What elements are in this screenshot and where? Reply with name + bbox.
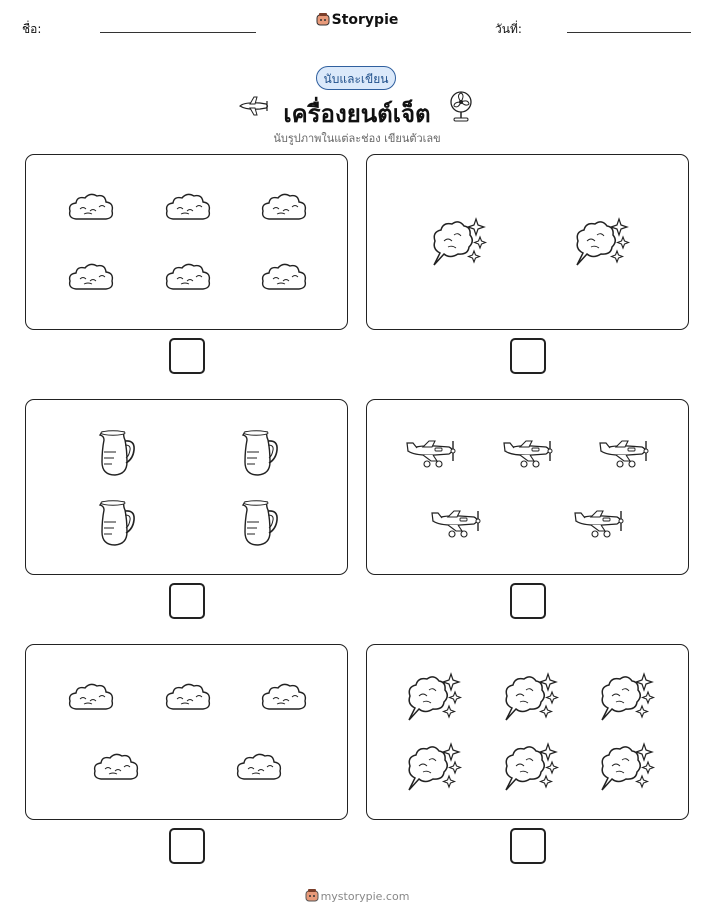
puff-sparkle-icon: [426, 215, 488, 275]
name-line[interactable]: [100, 32, 256, 33]
cloud-icon: [234, 751, 284, 789]
cloud-icon: [66, 681, 116, 719]
cloud-icon: [259, 681, 309, 719]
puff-sparkle-icon: [401, 670, 463, 730]
counting-panel: [25, 154, 348, 330]
date-line[interactable]: [567, 32, 691, 33]
cloud-icon: [66, 261, 116, 299]
airplane-icon: [430, 507, 484, 543]
name-label: ชื่อ:: [22, 22, 42, 36]
answer-box[interactable]: [169, 828, 205, 864]
footer-url: mystorypie.com: [320, 890, 410, 903]
airplane-icon: [405, 437, 459, 473]
answer-box[interactable]: [169, 583, 205, 619]
fan-icon: [448, 90, 474, 122]
airplane-icon: [573, 507, 627, 543]
cloud-icon: [259, 261, 309, 299]
airplane-icon: [502, 437, 556, 473]
pitcher-icon: [237, 428, 281, 482]
cloud-icon: [163, 681, 213, 719]
counting-panel: [25, 399, 348, 575]
brand-logo: [0, 12, 714, 28]
pitcher-icon: [94, 428, 138, 482]
puff-sparkle-icon: [569, 215, 631, 275]
storypie-mascot-icon: [316, 12, 330, 26]
cloud-icon: [91, 751, 141, 789]
cloud-icon: [163, 261, 213, 299]
puff-sparkle-icon: [498, 740, 560, 800]
cloud-icon: [66, 191, 116, 229]
airplane-icon: [598, 437, 652, 473]
brand-name: Storypie: [331, 12, 399, 28]
answer-box[interactable]: [510, 338, 546, 374]
page-title: เครื่องยนต์เจ็ต: [283, 100, 431, 128]
footer: [0, 888, 714, 903]
storypie-mascot-icon: [305, 888, 319, 902]
puff-sparkle-icon: [401, 740, 463, 800]
answer-box[interactable]: [169, 338, 205, 374]
cloud-icon: [163, 191, 213, 229]
count-and-write-badge: นับและเขียน: [316, 66, 396, 90]
date-label: วันที่:: [495, 22, 522, 36]
instructions: นับรูปภาพในแต่ละช่อง เขียนตัวเลข: [273, 132, 441, 145]
pitcher-icon: [94, 498, 138, 552]
pitcher-icon: [237, 498, 281, 552]
cloud-icon: [259, 191, 309, 229]
puff-sparkle-icon: [594, 740, 656, 800]
counting-panel: [366, 154, 689, 330]
answer-box[interactable]: [510, 583, 546, 619]
puff-sparkle-icon: [498, 670, 560, 730]
puff-sparkle-icon: [594, 670, 656, 730]
counting-panel: [366, 644, 689, 820]
answer-box[interactable]: [510, 828, 546, 864]
counting-panel: [366, 399, 689, 575]
counting-panel: [25, 644, 348, 820]
